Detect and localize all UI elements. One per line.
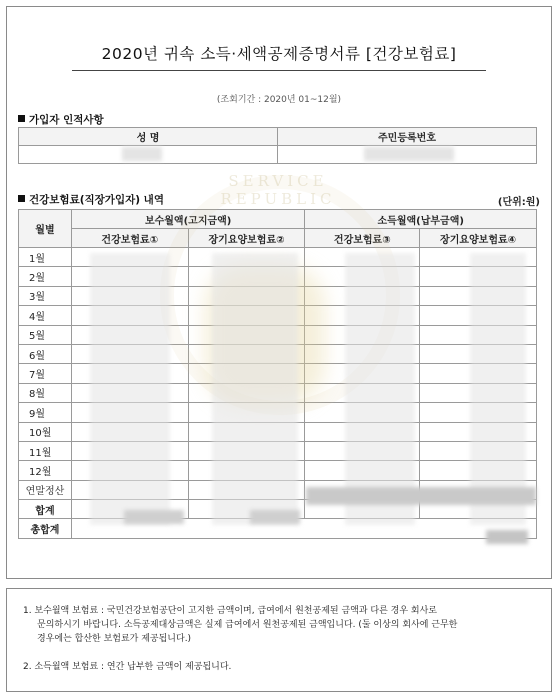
document-title: 2020년 귀속 소득·세액공제증명서류 [건강보험료] bbox=[101, 45, 457, 63]
pay-group-header: 보수월액(고지금액) bbox=[71, 210, 305, 229]
note-1-line-1: 1. 보수월액 보험료 : 국민건강보험공단이 고지한 금액이며, 급여에서 원천공제된 금액과 다른 경우 회사로 bbox=[23, 606, 437, 616]
month-label: 7월 bbox=[19, 364, 72, 383]
subscriber-section-title: 가입자 인적사항 bbox=[29, 114, 104, 126]
premium-section-heading bbox=[18, 192, 164, 207]
income-group-header: 소득월액(납부금액) bbox=[305, 210, 537, 229]
square-bullet-icon bbox=[18, 115, 25, 122]
subscriber-table bbox=[18, 127, 537, 164]
col-health-income: 건강보험료③ bbox=[305, 229, 420, 248]
note-1-line-3: 경우에는 합산한 보험료가 제공됩니다.) bbox=[37, 634, 192, 644]
month-header: 월별 bbox=[19, 210, 72, 248]
month-label: 8월 bbox=[19, 383, 72, 402]
month-label: 2월 bbox=[19, 267, 72, 286]
resident-id-header: 주민등록번호 bbox=[278, 128, 537, 146]
col-ltc-pay: 장기요양보험료② bbox=[188, 229, 305, 248]
unit-label: (단위:원) bbox=[497, 197, 540, 208]
redacted-resident-id bbox=[364, 147, 454, 161]
name-header: 성 명 bbox=[19, 128, 278, 146]
month-label: 3월 bbox=[19, 286, 72, 305]
month-label: 9월 bbox=[19, 403, 72, 422]
redacted-settlement-row bbox=[306, 487, 536, 505]
redacted-column-health-pay bbox=[90, 253, 170, 525]
total-label: 합계 bbox=[19, 500, 72, 519]
redacted-grand-total bbox=[486, 530, 528, 544]
redacted-column-ltc-pay bbox=[212, 253, 298, 525]
note-2: 2. 소득월액 보험료 : 연간 납부한 금액이 제공됩니다. bbox=[23, 662, 232, 672]
redacted-total-2 bbox=[250, 510, 300, 524]
month-label: 1월 bbox=[19, 248, 72, 267]
title-divider bbox=[72, 70, 486, 71]
month-label: 4월 bbox=[19, 306, 72, 325]
redacted-name bbox=[122, 147, 162, 161]
settlement-label: 연말정산 bbox=[19, 480, 72, 499]
redacted-column-health-income bbox=[345, 253, 415, 525]
month-label: 5월 bbox=[19, 325, 72, 344]
premium-section-title: 건강보험료(직장가입자) 내역 bbox=[29, 194, 164, 206]
seal-watermark-lettering: SERVICE REPUBLIC bbox=[220, 172, 336, 208]
col-ltc-income: 장기요양보험료④ bbox=[420, 229, 537, 248]
col-health-pay: 건강보험료① bbox=[71, 229, 188, 248]
redacted-total-1 bbox=[124, 510, 184, 524]
month-label: 6월 bbox=[19, 344, 72, 363]
note-1-line-2: 문의하시기 바랍니다. 소득공제대상금액은 실제 급여에서 원천공제된 금액입니다. (둘 이상의 회사에 근무한 bbox=[37, 620, 458, 630]
square-bullet-icon bbox=[18, 195, 25, 202]
month-label: 11월 bbox=[19, 441, 72, 460]
subscriber-section-heading bbox=[18, 112, 104, 127]
query-period: (조회기간 : 2020년 01~12월) bbox=[216, 95, 342, 105]
redacted-column-ltc-income bbox=[470, 253, 526, 525]
month-label: 10월 bbox=[19, 422, 72, 441]
grand-total-label: 총합계 bbox=[19, 519, 72, 538]
notes-box bbox=[6, 588, 552, 692]
month-label: 12월 bbox=[19, 461, 72, 480]
